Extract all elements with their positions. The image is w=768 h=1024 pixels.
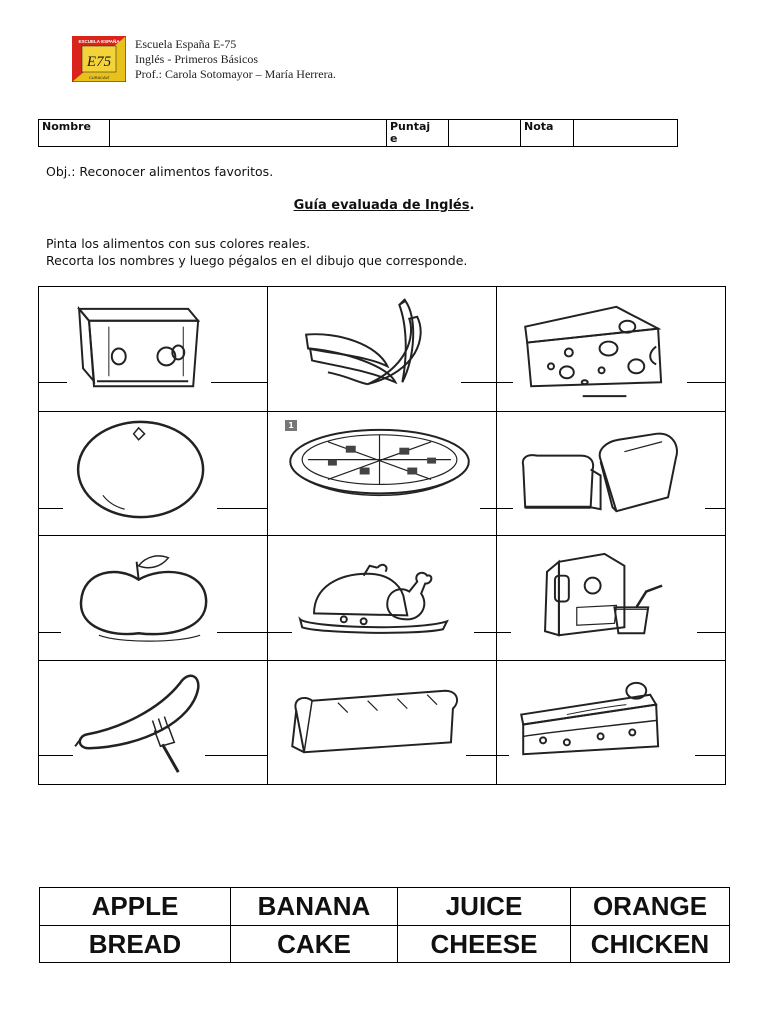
cell-orange	[39, 412, 268, 536]
grade-label: Nota	[521, 120, 574, 147]
bread-drawing	[268, 661, 496, 784]
cell-apple	[39, 536, 268, 661]
guide-title-period: .	[469, 198, 475, 213]
word-bank-table	[39, 887, 730, 963]
cell-bread	[268, 661, 497, 785]
bananas-drawing	[268, 287, 496, 411]
word-banana: BANANA	[231, 888, 398, 926]
guide-title	[0, 198, 768, 213]
answer-blank	[461, 382, 513, 383]
score-field[interactable]	[449, 120, 521, 147]
yogurt-cup-drawing	[39, 287, 267, 411]
grade-field[interactable]	[574, 120, 678, 147]
word-chicken: CHICKEN	[571, 925, 730, 963]
answer-blank	[217, 508, 267, 509]
answer-blank	[211, 382, 267, 383]
cell-sausage	[39, 661, 268, 785]
answer-blank	[217, 632, 267, 633]
score-label: Puntaj e	[387, 120, 449, 147]
answer-blank	[475, 755, 509, 756]
subject-line: Inglés - Primeros Básicos	[135, 52, 258, 66]
answer-blank	[697, 632, 725, 633]
answer-blank	[483, 632, 511, 633]
cell-cheese	[497, 287, 726, 412]
juice-drawing	[497, 536, 725, 660]
instruction-line-2: Recorta los nombres y luego pégalos en el dibujo que corresponde.	[46, 253, 468, 268]
cell-cake	[497, 661, 726, 785]
word-bread: BREAD	[40, 925, 231, 963]
cell-sandwich	[497, 412, 726, 536]
cheese-drawing	[497, 287, 725, 411]
word-juice: JUICE	[398, 888, 571, 926]
item-number-badge: 1	[285, 420, 297, 431]
cell-bananas	[268, 287, 497, 412]
school-logo	[72, 36, 126, 82]
answer-blank	[687, 382, 725, 383]
pizza-drawing	[268, 412, 496, 535]
word-cheese: CHEESE	[398, 925, 571, 963]
svg-text:E75: E75	[86, 54, 112, 70]
answer-blank	[205, 755, 267, 756]
svg-text:CURACAVÍ: CURACAVÍ	[88, 75, 110, 80]
word-orange: ORANGE	[571, 888, 730, 926]
cell-yogurt	[39, 287, 268, 412]
roast-chicken-drawing	[268, 536, 496, 660]
answer-blank	[262, 632, 292, 633]
name-field[interactable]	[110, 120, 387, 147]
food-picture-grid	[38, 286, 726, 785]
name-label: Nombre	[39, 120, 110, 147]
cell-pizza	[268, 412, 497, 536]
answer-blank	[483, 508, 513, 509]
apple-drawing	[39, 536, 267, 660]
answer-blank	[39, 632, 61, 633]
cell-juice	[497, 536, 726, 661]
word-apple: APPLE	[40, 888, 231, 926]
instruction-line-1: Pinta los alimentos con sus colores reales.	[46, 236, 311, 251]
answer-blank	[705, 508, 725, 509]
sandwich-drawing	[497, 412, 725, 535]
student-info-table	[38, 119, 678, 147]
school-name: Escuela España E-75	[135, 37, 237, 51]
answer-blank	[695, 755, 725, 756]
cell-chicken	[268, 536, 497, 661]
cake-drawing	[497, 661, 725, 784]
answer-blank	[39, 755, 73, 756]
word-cake: CAKE	[231, 925, 398, 963]
guide-title-text: Guía evaluada de Inglés	[293, 198, 470, 213]
objective-text: Obj.: Reconocer alimentos favoritos.	[46, 164, 274, 179]
svg-text:ESCUELA ESPAÑA: ESCUELA ESPAÑA	[78, 39, 120, 44]
orange-drawing	[39, 412, 267, 535]
teachers-line: Prof.: Carola Sotomayor – María Herrera.	[135, 67, 336, 81]
answer-blank	[39, 382, 67, 383]
answer-blank	[39, 508, 63, 509]
sausage-drawing	[39, 661, 267, 784]
